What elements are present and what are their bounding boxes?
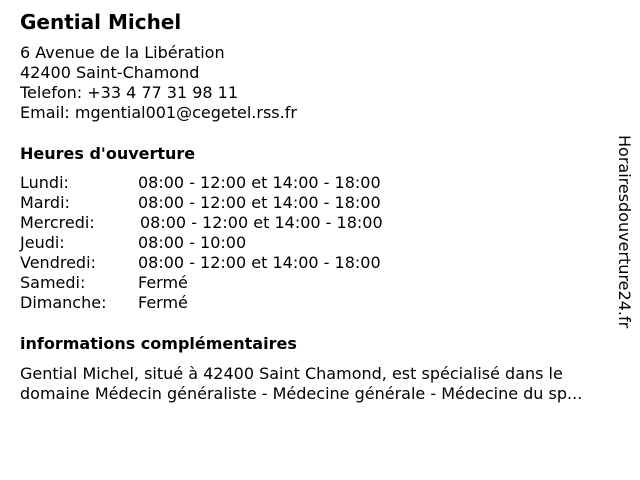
day-label: Jeudi: bbox=[20, 233, 65, 252]
description-line: Gential Michel, situé à 42400 Saint Chamond, est spécialisé dans le bbox=[20, 364, 563, 383]
hours-row-saturday bbox=[20, 273, 580, 293]
time-value: 08:00 - 12:00 et 14:00 - 18:00 bbox=[138, 253, 381, 272]
time-value: 08:00 - 10:00 bbox=[138, 233, 247, 252]
day-label: Mercredi: bbox=[20, 213, 95, 232]
hours-row-monday bbox=[20, 173, 580, 193]
day-label: Dimanche: bbox=[20, 293, 107, 312]
info-description bbox=[20, 364, 620, 404]
day-label: Samedi: bbox=[20, 273, 86, 292]
address-city: 42400 Saint-Chamond bbox=[20, 63, 200, 82]
description-line: domaine Médecin généraliste - Médecine générale - Médecine du sp... bbox=[20, 384, 583, 403]
site-watermark bbox=[612, 135, 636, 345]
day-label: Mardi: bbox=[20, 193, 70, 212]
business-name: Gential Michel bbox=[20, 10, 182, 34]
watermark-text: Horairesdouverture24.fr bbox=[615, 135, 634, 329]
phone-number: Telefon: +33 4 77 31 98 11 bbox=[20, 83, 239, 102]
email-address: Email: mgential001@cegetel.rss.fr bbox=[20, 103, 297, 122]
opening-hours-list bbox=[20, 173, 580, 313]
hours-row-wednesday bbox=[20, 213, 580, 233]
time-value: 08:00 - 12:00 et 14:00 - 18:00 bbox=[138, 173, 381, 192]
time-value: 08:00 - 12:00 et 14:00 - 18:00 bbox=[140, 213, 383, 232]
address-street: 6 Avenue de la Libération bbox=[20, 43, 225, 62]
hours-row-tuesday bbox=[20, 193, 580, 213]
info-heading: informations complémentaires bbox=[20, 334, 297, 353]
hours-heading: Heures d'ouverture bbox=[20, 144, 196, 163]
hours-row-thursday bbox=[20, 233, 580, 253]
day-label: Lundi: bbox=[20, 173, 69, 192]
hours-row-sunday bbox=[20, 293, 580, 313]
contact-block bbox=[20, 43, 297, 123]
day-label: Vendredi: bbox=[20, 253, 96, 272]
hours-row-friday bbox=[20, 253, 580, 273]
time-value: 08:00 - 12:00 et 14:00 - 18:00 bbox=[138, 193, 381, 212]
time-value: Fermé bbox=[138, 293, 188, 312]
time-value: Fermé bbox=[138, 273, 188, 292]
